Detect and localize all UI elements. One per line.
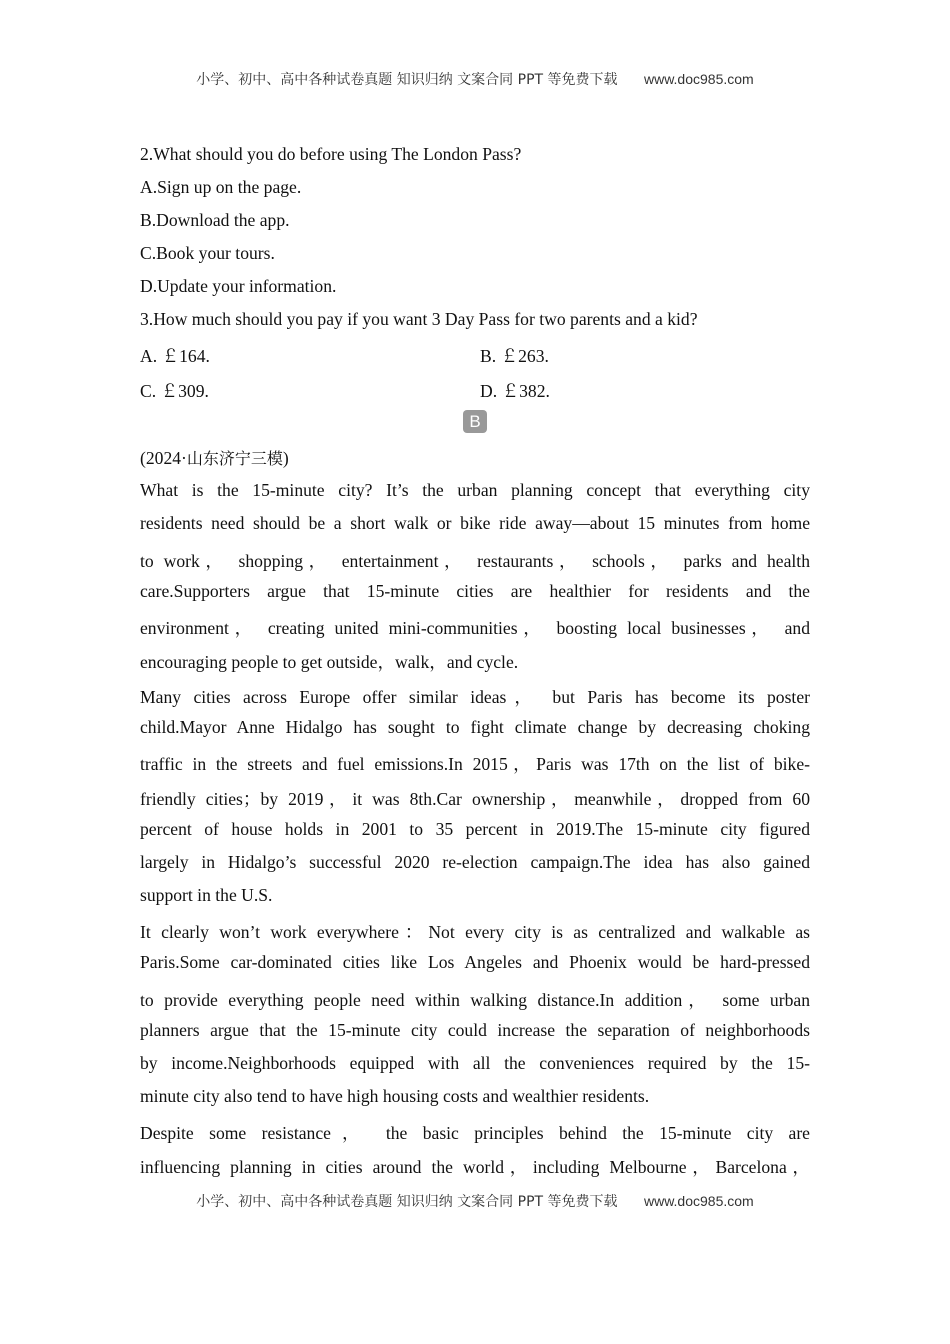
- passage-line: influencing planning in cities around the world，including Melbourne，Barcelona，: [140, 1157, 810, 1177]
- passage-line: child.Mayor Anne Hidalgo has sought to fight climate change by decreasing choking: [140, 717, 810, 737]
- passage-line: Despite some resistance， the basic principles behind the 15-minute city are: [140, 1123, 810, 1143]
- passage-line: to provide everything people need within walking distance.In addition， some urban: [140, 990, 810, 1010]
- source-region: 山东济宁三模: [186, 449, 283, 468]
- question-3-option-a: A. ￡164.: [140, 346, 210, 366]
- header-banner-url[interactable]: www.doc985.com: [643, 71, 754, 87]
- passage-line: It clearly won’t work everywhere：Not every city is as centralized and walkable as: [140, 922, 810, 942]
- question-2-option-b: B.Download the app.: [140, 210, 290, 230]
- question-3-option-c: C. ￡309.: [140, 381, 209, 401]
- source-prefix: (2024·: [140, 448, 187, 468]
- footer-banner-text: 小学、初中、高中各种试卷真题 知识归纳 文案合同 PPT 等免费下载: [196, 1194, 618, 1210]
- passage-line: What is the 15-minute city? It’s the urban planning concept that everything city: [140, 480, 810, 500]
- passage-line: planners argue that the 15-minute city could increase the separation of neighborhoods: [140, 1020, 810, 1040]
- question-2-option-c: C.Book your tours.: [140, 243, 275, 263]
- passage-line: to work， shopping， entertainment， restaurants， schools， parks and health: [140, 551, 810, 571]
- header-banner-text: 小学、初中、高中各种试卷真题 知识归纳 文案合同 PPT 等免费下载: [196, 72, 618, 88]
- question-2-option-d: D.Update your information.: [140, 276, 337, 296]
- question-3-stem: 3.How much should you pay if you want 3 Day Pass for two parents and a kid?: [140, 309, 698, 329]
- footer-banner: [0, 1191, 950, 1211]
- source-suffix: ): [282, 448, 289, 468]
- passage-line: environment， creating united mini-communities， boosting local businesses， and: [140, 618, 810, 638]
- passage-line: residents need should be a short walk or bike ride away—about 15 minutes from home: [140, 513, 810, 533]
- passage-line: by income.Neighborhoods equipped with all the conveniences required by the 15-: [140, 1053, 810, 1073]
- passage-line: support in the U.S.: [140, 885, 273, 905]
- question-2-option-a: A.Sign up on the page.: [140, 177, 302, 197]
- question-3-option-b: B. ￡263.: [480, 346, 549, 366]
- passage-line: Paris.Some car-dominated cities like Los Angeles and Phoenix would be hard-pressed: [140, 952, 810, 972]
- passage-line: percent of house holds in 2001 to 35 percent in 2019.The 15-minute city figured: [140, 819, 810, 839]
- passage-line: care.Supporters argue that 15-minute cities are healthier for residents and the: [140, 581, 810, 601]
- passage-line: encouraging people to get outside，walk，and cycle.: [140, 652, 519, 672]
- header-banner: [0, 69, 950, 89]
- question-3-option-d: D. ￡382.: [480, 381, 550, 401]
- question-2-stem: 2.What should you do before using The London Pass?: [140, 144, 522, 164]
- footer-banner-url[interactable]: www.doc985.com: [643, 1193, 754, 1209]
- passage-line: Many cities across Europe offer similar ideas， but Paris has become its poster: [140, 687, 810, 707]
- passage-line: traffic in the streets and fuel emissions.In 2015，Paris was 17th on the list of bike-: [140, 754, 810, 774]
- section-badge: B: [463, 410, 487, 433]
- passage-line: minute city also tend to have high housing costs and wealthier residents.: [140, 1086, 650, 1106]
- source-label: [140, 446, 289, 469]
- passage-line: friendly cities；by 2019，it was 8th.Car ownership，meanwhile，dropped from 60: [140, 789, 810, 809]
- passage-line: largely in Hidalgo’s successful 2020 re-election campaign.The idea has also gained: [140, 852, 810, 872]
